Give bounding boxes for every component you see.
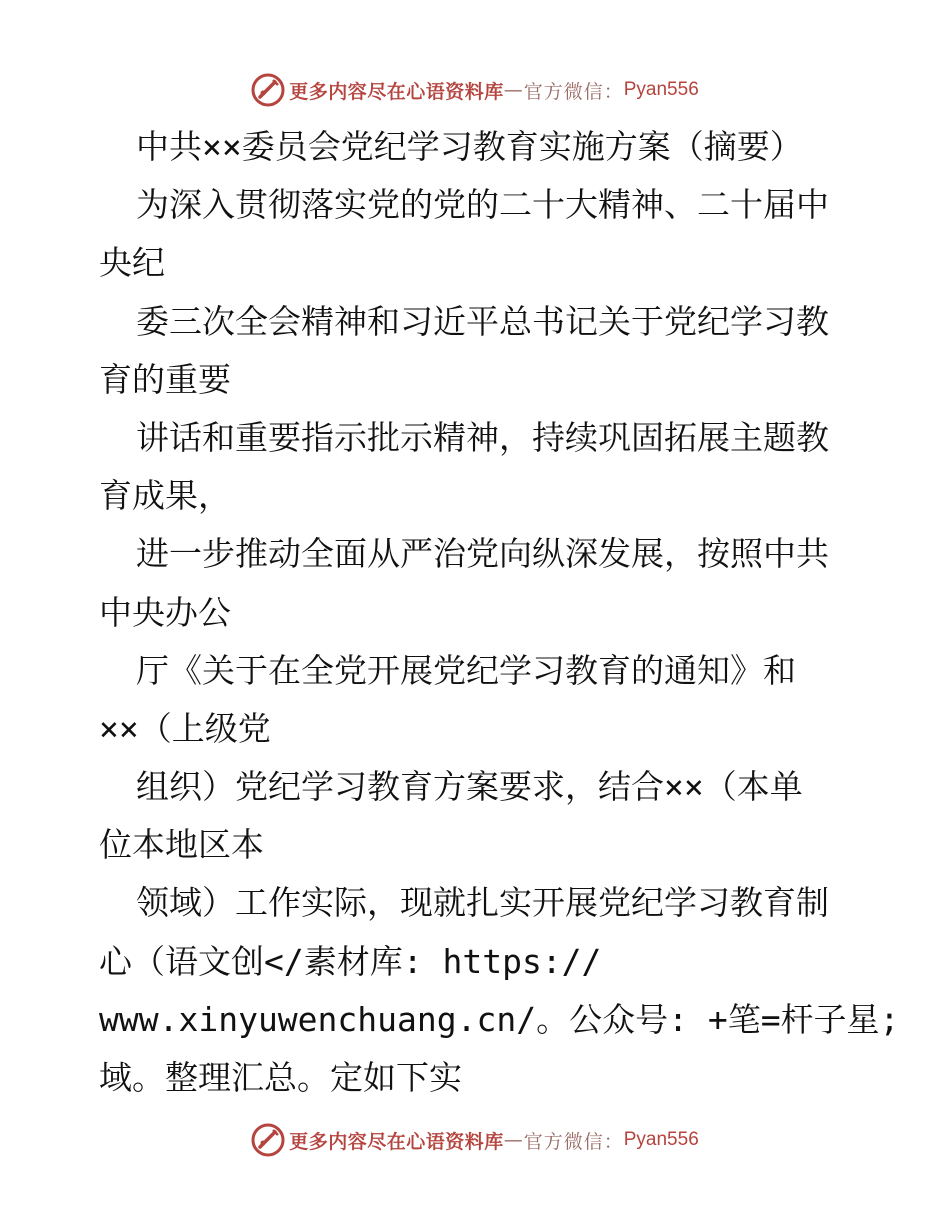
text-line: 组织）党纪学习教育方案要求，结合××（本单 bbox=[136, 767, 803, 807]
text-line: 育的重要 bbox=[99, 359, 231, 399]
text-line: 央纪 bbox=[99, 243, 165, 283]
banner-separator: — bbox=[503, 1129, 524, 1151]
text-line: 讲话和重要指示批示精神，持续巩固拓展主题教 bbox=[136, 417, 829, 457]
text-line: 心（语文创</素材库: https:// bbox=[99, 941, 602, 981]
text-line: 育成果， bbox=[99, 476, 231, 516]
text-line: 厅《关于在全党开展党纪学习教育的通知》和 bbox=[136, 650, 796, 690]
banner-wechat-id: Pyan556 bbox=[623, 79, 699, 100]
document-body bbox=[99, 118, 900, 1107]
brand-logo-icon bbox=[251, 1123, 285, 1157]
text-line: 位本地区本 bbox=[99, 825, 264, 865]
text-line: 委三次全会精神和习近平总书记关于党纪学习教 bbox=[136, 301, 829, 341]
banner-separator: — bbox=[503, 79, 524, 101]
banner-brand-text: 更多内容尽在心语资料库 bbox=[289, 80, 504, 103]
banner-wechat-id: Pyan556 bbox=[623, 1129, 699, 1150]
text-line: 中央办公 bbox=[99, 592, 231, 632]
text-line: 领域）工作实际，现就扎实开展党纪学习教育制 bbox=[136, 883, 829, 923]
text-line: 域。整理汇总。定如下实 bbox=[99, 1058, 462, 1097]
banner-wechat-label: 官方微信： bbox=[523, 1130, 624, 1153]
brand-logo-icon bbox=[251, 73, 285, 107]
text-line: ××（上级党 bbox=[99, 708, 271, 748]
text-line: 为深入贯彻落实党的党的二十大精神、二十届中 bbox=[136, 185, 829, 225]
banner-wechat-label: 官方微信： bbox=[523, 80, 624, 103]
header-banner bbox=[0, 72, 950, 108]
banner-brand-text: 更多内容尽在心语资料库 bbox=[289, 1130, 504, 1153]
document-title: 中共××委员会党纪学习教育实施方案（摘要） bbox=[136, 127, 803, 166]
text-line: www.xinyuwenchuang.cn/。公众号: +笔=杆子星; bbox=[99, 999, 900, 1039]
text-line: 进一步推动全面从严治党向纵深发展，按照中共 bbox=[136, 534, 829, 574]
footer-banner bbox=[0, 1122, 950, 1158]
